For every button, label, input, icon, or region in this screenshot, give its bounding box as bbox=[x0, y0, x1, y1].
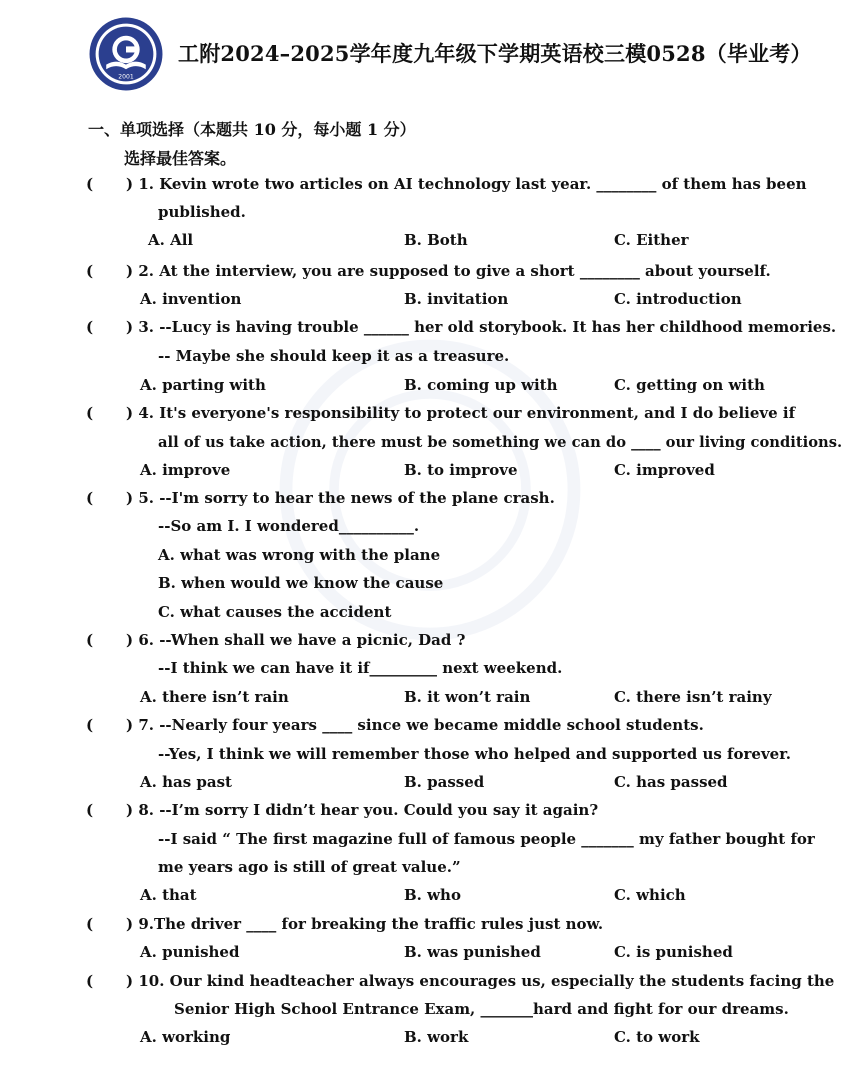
question-text: --I think we can have it if_________ next weekend. bbox=[158, 659, 563, 677]
question-text: Senior High School Entrance Exam, _______hard and fight for our dreams. bbox=[174, 1000, 789, 1018]
section-heading: 一、单项选择（本题共 10 分，每小题 1 分） bbox=[88, 120, 416, 139]
option-b: B. when would we know the cause bbox=[158, 574, 444, 592]
option-a: A. improve bbox=[140, 461, 231, 479]
answer-paren: ( bbox=[86, 915, 94, 933]
answer-paren: ( bbox=[86, 175, 94, 193]
option-b: B. invitation bbox=[404, 290, 509, 308]
answer-paren: ( bbox=[86, 404, 94, 422]
question-text: ) 1. Kevin wrote two articles on AI technology last year. ________ of them has been bbox=[126, 175, 807, 193]
answer-paren: ( bbox=[86, 262, 94, 280]
answer-paren: ( bbox=[86, 631, 94, 649]
question-text: --So am I. I wondered__________. bbox=[158, 517, 420, 535]
answer-paren: ( bbox=[86, 716, 94, 734]
question-text: ) 7. --Nearly four years ____ since we became middle school students. bbox=[126, 716, 704, 734]
question-text: ) 8. --I’m sorry I didn’t hear you. Could you say it again? bbox=[126, 801, 599, 819]
question-text: all of us take action, there must be something we can do ____ our living conditions. bbox=[158, 433, 843, 451]
option-c: C. to work bbox=[614, 1028, 700, 1046]
option-c: C. improved bbox=[614, 461, 715, 479]
option-b: B. to improve bbox=[404, 461, 518, 479]
option-a: A. there isn’t rain bbox=[140, 688, 289, 706]
option-a: A. All bbox=[148, 231, 194, 249]
option-b: B. who bbox=[404, 886, 461, 904]
option-c: C. is punished bbox=[614, 943, 733, 961]
page-title: 工附2024–2025学年度九年级下学期英语校三模0528（毕业考） bbox=[178, 41, 812, 66]
option-c: C. getting on with bbox=[614, 376, 765, 394]
question-text: ) 10. Our kind headteacher always encourages us, especially the students facing the bbox=[126, 972, 835, 990]
question-text: --Yes, I think we will remember those who helped and supported us forever. bbox=[158, 745, 791, 763]
option-b: B. coming up with bbox=[404, 376, 558, 394]
option-a: A. that bbox=[140, 886, 197, 904]
answer-paren: ( bbox=[86, 972, 94, 990]
section-instruction: 选择最佳答案。 bbox=[124, 149, 237, 168]
option-c: C. introduction bbox=[614, 290, 742, 308]
option-b: B. was punished bbox=[404, 943, 541, 961]
logo-year: 2001 bbox=[118, 73, 134, 81]
question-text: ) 9.The driver ____ for breaking the traffic rules just now. bbox=[126, 915, 604, 933]
question-text: me years ago is still of great value.” bbox=[158, 858, 461, 876]
option-b: B. passed bbox=[404, 773, 485, 791]
question-text: ) 6. --When shall we have a picnic, Dad ? bbox=[126, 631, 466, 649]
option-b: B. work bbox=[404, 1028, 469, 1046]
answer-paren: ( bbox=[86, 489, 94, 507]
option-c: C. which bbox=[614, 886, 686, 904]
option-b: B. it won’t rain bbox=[404, 688, 531, 706]
option-c: C. has passed bbox=[614, 773, 728, 791]
question-text: published. bbox=[158, 203, 246, 221]
question-text: -- Maybe she should keep it as a treasure. bbox=[158, 347, 510, 365]
option-a: A. parting with bbox=[140, 376, 266, 394]
question-text: --I said “ The first magazine full of famous people _______ my father bought for bbox=[158, 830, 815, 848]
option-a: A. what was wrong with the plane bbox=[158, 546, 441, 564]
option-c: C. there isn’t rainy bbox=[614, 688, 772, 706]
option-a: A. invention bbox=[140, 290, 242, 308]
answer-paren: ( bbox=[86, 801, 94, 819]
option-b: B. Both bbox=[404, 231, 468, 249]
option-c: C. what causes the accident bbox=[158, 603, 392, 621]
option-a: A. has past bbox=[140, 773, 232, 791]
school-logo bbox=[88, 16, 164, 92]
option-a: A. punished bbox=[140, 943, 240, 961]
option-c: C. Either bbox=[614, 231, 689, 249]
question-text: ) 5. --I'm sorry to hear the news of the plane crash. bbox=[126, 489, 555, 507]
question-text: ) 4. It's everyone's responsibility to protect our environment, and I do believe if bbox=[126, 404, 796, 422]
question-text: ) 3. --Lucy is having trouble ______ her old storybook. It has her childhood memories. bbox=[126, 318, 837, 336]
option-a: A. working bbox=[140, 1028, 231, 1046]
question-text: ) 2. At the interview, you are supposed to give a short ________ about yourself. bbox=[126, 262, 771, 280]
answer-paren: ( bbox=[86, 318, 94, 336]
